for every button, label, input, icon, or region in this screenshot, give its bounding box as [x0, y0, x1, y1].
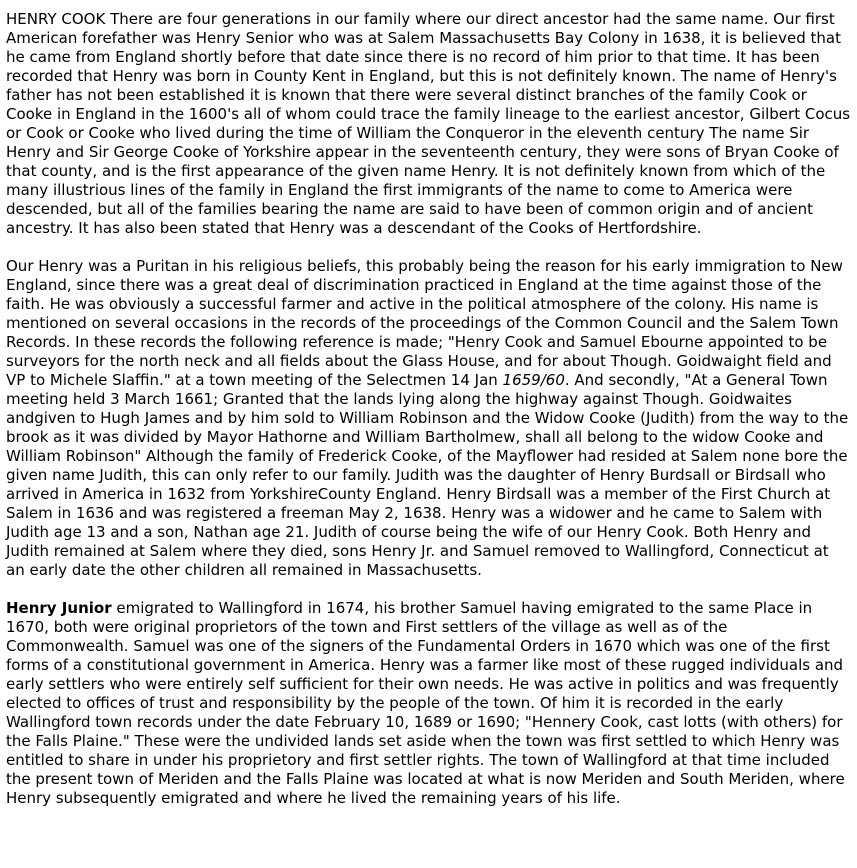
paragraph-text: emigrated to Wallingford in 1674, his brother Samuel having emigrated to the same Place in 1670, both were original proprietors of the town and First settlers of the village as well as of the Commonwealth. Samuel was one of the signers of the Fundamental Orders in 1670 which was one of the first forms of a constitutional government in America. Henry was a farmer like most of these rugged individuals and early settlers who were entirely self sufficient for their own needs. He was active in politics and was frequently elected to offices of trust and responsibility by the people of the town. Of him it is recorded in the early Wallingford town records under the date February 10, 1689 or 1690; "Hennery Cook, cast lotts (with others) for the Falls Plaine." These were the undivided lands set aside when the town was first settled to which Henry was entitled to share in under his proprietory and first settler rights. The town of Wallingford at that time included the present town of Meriden and the Falls Plaine was located at what is now Meriden and South Meriden, where Henry subsequently emigrated and where he lived the remaining years of his life. [6, 599, 845, 807]
paragraph-henry-puritan [6, 257, 851, 580]
paragraph-text: HENRY COOK There are four generations in our family where our direct ancestor had the same name. Our first American forefather was Henry Senior who was at Salem Massachusetts Bay Colony in 1638, it is believed that he came from England shortly before that date since there is no record of him prior to that time. It has been recorded that Henry was born in County Kent in England, but this is not definitely known. The name of Henry's father has not been established it is known that there were several distinct branches of the family Cook or Cooke in England in the 1600's all of whom could trace the family lineage to the earliest ancestor, Gilbert Cocus or Cook or Cooke who lived during the time of William the Conqueror in the eleventh century The name Sir Henry and Sir George Cooke of Yorkshire appear in the seventeenth century, they were sons of Bryan Cooke of that county, and is the first appearance of the given name Henry. It is not definitely known from which of the many illustrious lines of the family in England the first immigrants of the name to come to America were descended, but all of the families bearing the name are said to have been of common origin and of ancient ancestry. It has also been stated that Henry was a descendant of the Cooks of Hertfordshire. [6, 10, 851, 237]
bold-heading-henry-junior: Henry Junior [6, 599, 112, 617]
italic-date: 1659/60 [502, 371, 565, 389]
paragraph-henry-cook-intro [6, 10, 851, 238]
paragraph-text-part1: Our Henry was a Puritan in his religious beliefs, this probably being the reason for his early immigration to New England, since there was a great deal of discrimination practiced in England at the time against those of the faith. He was obviously a successful farmer and active in the political atmosphere of the colony. His name is mentioned on several occasions in the records of the proceedings of the Common Council and the Salem Town Records. In these records the following reference is made; "Henry Cook and Samuel Ebourne appointed to be surveyors for the north neck and all fields about the Glass House, and for about Though. Goidwaight field and VP to Michele Slaffin." at a town meeting of the Selectmen 14 Jan [6, 257, 843, 389]
paragraph-text-part2: . And secondly, "At a General Town meeting held 3 March 1661; Granted that the lands lying along the highway against Though. Goidwaites andgiven to Hugh James and by him sold to William Robinson and the Widow Cooke (Judith) from the way to the brook as it was divided by Mayor Hathorne and William Bartholmew, shall all belong to the widow Cooke and William Robinson" Although the family of Frederick Cooke, of the Mayflower had resided at Salem none bore the given name Judith, this can only refer to our family. Judith was the daughter of Henry Burdsall or Birdsall who arrived in America in 1632 from YorkshireCounty England. Henry Birdsall was a member of the First Church at Salem in 1636 and was registered a freeman May 2, 1638. Henry was a widower and he came to Salem with Judith age 13 and a son, Nathan age 21. Judith of course being the wife of our Henry Cook. Both Henry and Judith remained at Salem where they died, sons Henry Jr. and Samuel removed to Wallingford, Connecticut at an early date the other children all remained in Massachusetts. [6, 371, 849, 579]
paragraph-henry-junior [6, 599, 851, 808]
